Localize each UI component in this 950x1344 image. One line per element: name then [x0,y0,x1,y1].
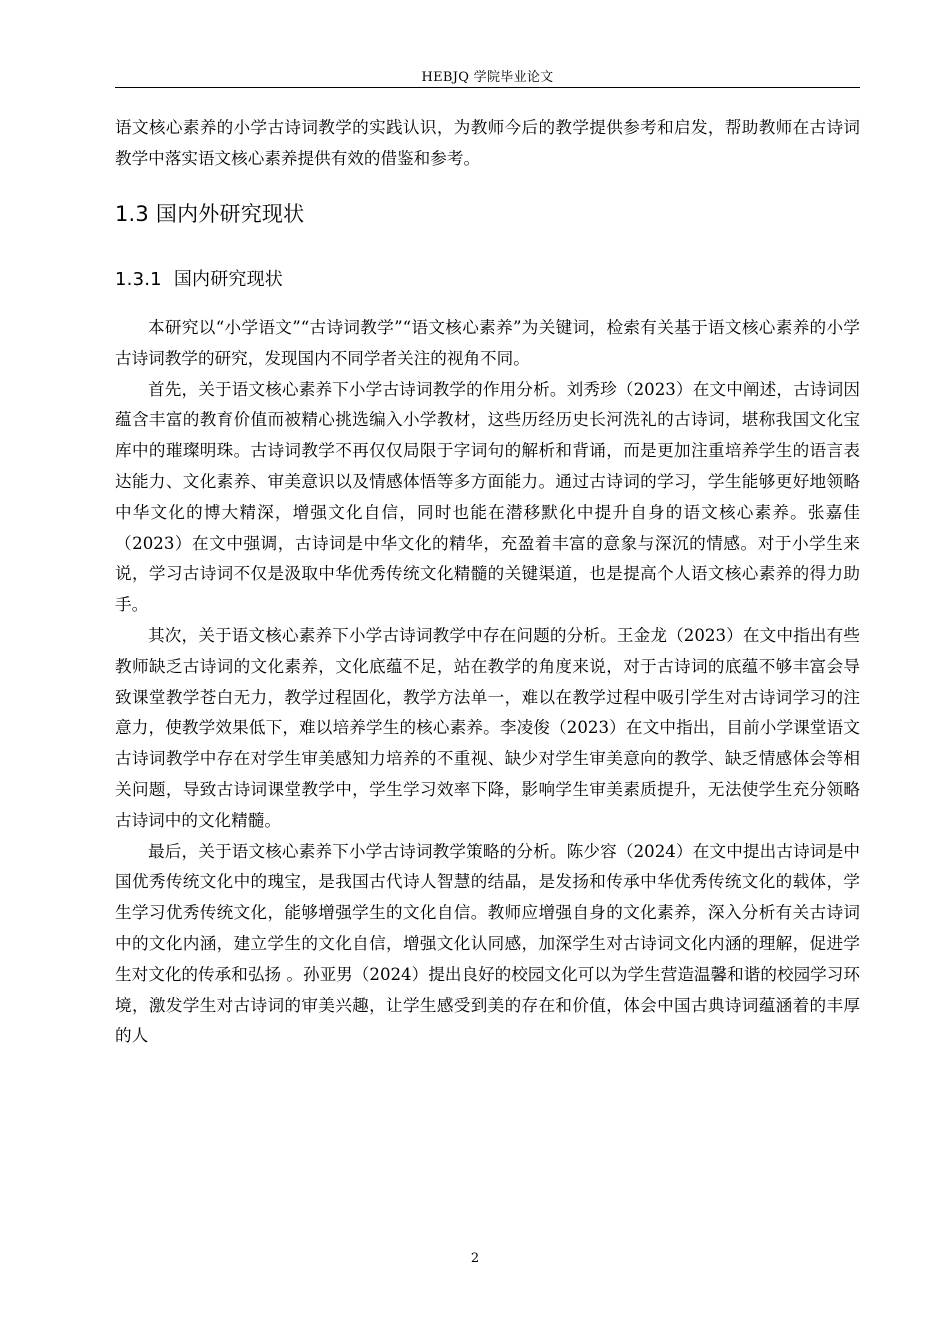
section-heading [115,198,304,228]
main-text-block [115,313,860,1052]
section-title: 国内外研究现状 [155,202,305,226]
body-paragraph: 首先，关于语文核心素养下小学古诗词教学的作用分析。刘秀珍（2023）在文中阐述，古诗词因蕴含丰富的教育价值而被精心挑选编入小学教材，这些历经历史长河洗礼的古诗词，堪称我国文化宝库中的璀璨明珠。古诗词教学不再仅仅局限于字词句的解析和背诵，而是更加注重培养学生的语言表达能力、文化素养、审美意识以及情感体悟等多方面能力。通过古诗词的学习，学生能够更好地领略中华文化的博大精深，增强文化自信，同时也能在潜移默化中提升自身的语文核心素养。张嘉佳（2023）在文中强调，古诗词是中华文化的精华，充盈着丰富的意象与深沉的情感。对于小学生来说，学习古诗词不仅是汲取中华优秀传统文化精髓的关键渠道，也是提高个人语文核心素养的得力助手。 [115,379,860,615]
body-paragraph: 最后，关于语文核心素养下小学古诗词教学策略的分析。陈少容（2024）在文中提出古诗词是中国优秀传统文化中的瑰宝，是我国古代诗人智慧的结晶，是发扬和传承中华优秀传统文化的载体，学生学习优秀传统文化，能够增强学生的文化自信。教师应增强自身的文化素养，深入分析有关古诗词中的文化内涵，建立学生的文化自信，增强文化认同感，加深学生对古诗词文化内涵的理解，促进学生对文化的传承和弘扬 。孙亚男（2024）提出良好的校园文化可以为学生营造温馨和谐的校园学习环境，激发学生对古诗词的审美兴趣，让学生感受到美的存在和价值，体会中国古典诗词蕴涵着的丰厚的人 [115,841,860,1046]
subsection-heading [115,265,283,291]
header-rule [115,87,860,88]
running-header: HEBJQ 学院毕业论文 [421,70,554,85]
subsection-number: 1.3.1 [115,269,162,290]
page-number: 2 [470,1251,480,1266]
body-paragraph: 其次，关于语文核心素养下小学古诗词教学中存在问题的分析。王金龙（2023）在文中指出有些教师缺乏古诗词的文化素养，文化底蕴不足，站在教学的角度来说，对于古诗词的底蕴不够丰富会导致课堂教学苍白无力，教学过程固化，教学方法单一，难以在教学过程中吸引学生对古诗词学习的注意力，使教学效果低下，难以培养学生的核心素养。李凌俊（2023）在文中指出，目前小学课堂语文古诗词教学中存在对学生审美感知力培养的不重视、缺少对学生审美意向的教学、缺乏情感体会等相关问题，导致古诗词课堂教学中，学生学习效率下降，影响学生审美素质提升，无法使学生充分领略古诗词中的文化精髓。 [115,625,860,830]
intro-text-block [115,113,860,175]
section-number: 1.3 [115,202,149,226]
body-paragraph: 本研究以“小学语文”“古诗词教学”“语文核心素养”为关键词，检索有关基于语文核心素养的小学古诗词教学的研究，发现国内不同学者关注的视角不同。 [115,318,860,368]
intro-paragraph: 语文核心素养的小学古诗词教学的实践认识，为教师今后的教学提供参考和启发，帮助教师在古诗词教学中落实语文核心素养提供有效的借鉴和参考。 [115,118,860,168]
subsection-title: 国内研究现状 [173,269,284,290]
